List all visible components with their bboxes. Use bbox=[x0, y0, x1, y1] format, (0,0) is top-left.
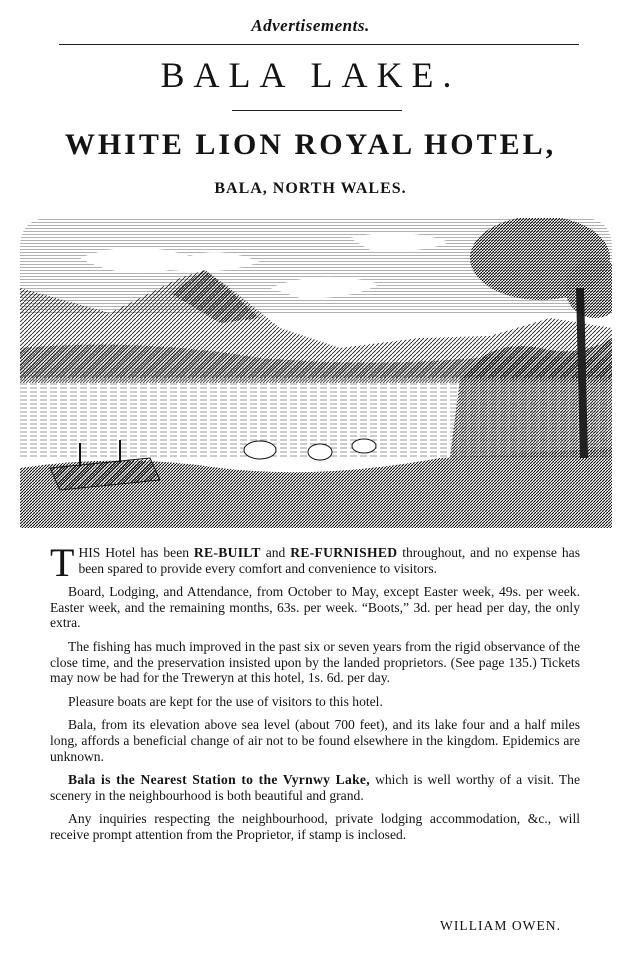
paragraph-inquiries: Any inquiries respecting the neighbourhood, private lodging accommodation, &c., will receive prompt attention from the Proprietor, if stamp is inclosed. bbox=[50, 811, 580, 842]
drop-cap: T bbox=[50, 540, 75, 585]
advert-title: BALA LAKE. bbox=[160, 55, 461, 95]
proprietor-signature: WILLIAM OWEN. bbox=[440, 918, 561, 933]
lake-landscape-engraving-icon bbox=[20, 218, 612, 528]
hotel-name: WHITE LION ROYAL HOTEL, bbox=[64, 128, 557, 161]
paragraph-boats: Pleasure boats are kept for the use of visitors to this hotel. bbox=[68, 693, 383, 709]
title-rule bbox=[232, 110, 402, 111]
paragraph-fishing: The fishing has much improved in the past six or seven years from the rigid observance of the close time, and the preservation insisted upon by the landed proprietors. (See page 135.) Tickets may now be had for the Treweryn at this hotel, 1s. 6d. per day. bbox=[50, 638, 580, 686]
paragraph-intro: THIS Hotel has been RE-BUILT and RE-FURNISHED throughout, and no expense has been spared to provide every comfort and convenience to visitors. bbox=[50, 540, 580, 585]
advert-body bbox=[50, 540, 581, 851]
paragraph-station: Bala is the Nearest Station to the Vyrnwy Lake, which is well worthy of a visit. The scenery in the neighbourhood is both beautiful and grand. bbox=[50, 772, 581, 803]
paragraph-rates: Board, Lodging, and Attendance, from October to May, except Easter week, 49s. per week. Easter week, and the remaining months, 63s. per week. “Boots,” 3d. per head per day, the only extra. bbox=[50, 584, 580, 631]
hotel-location: BALA, NORTH WALES. bbox=[214, 180, 407, 197]
header-rule bbox=[59, 44, 579, 45]
paragraph-climate: Bala, from its elevation above sea level (about 700 feet), and its lake four and a half miles long, affords a beneficial change of air not to be found elsewhere in the kingdom. Epidemics are unknown. bbox=[50, 717, 580, 764]
section-header: Advertisements. bbox=[251, 16, 370, 35]
